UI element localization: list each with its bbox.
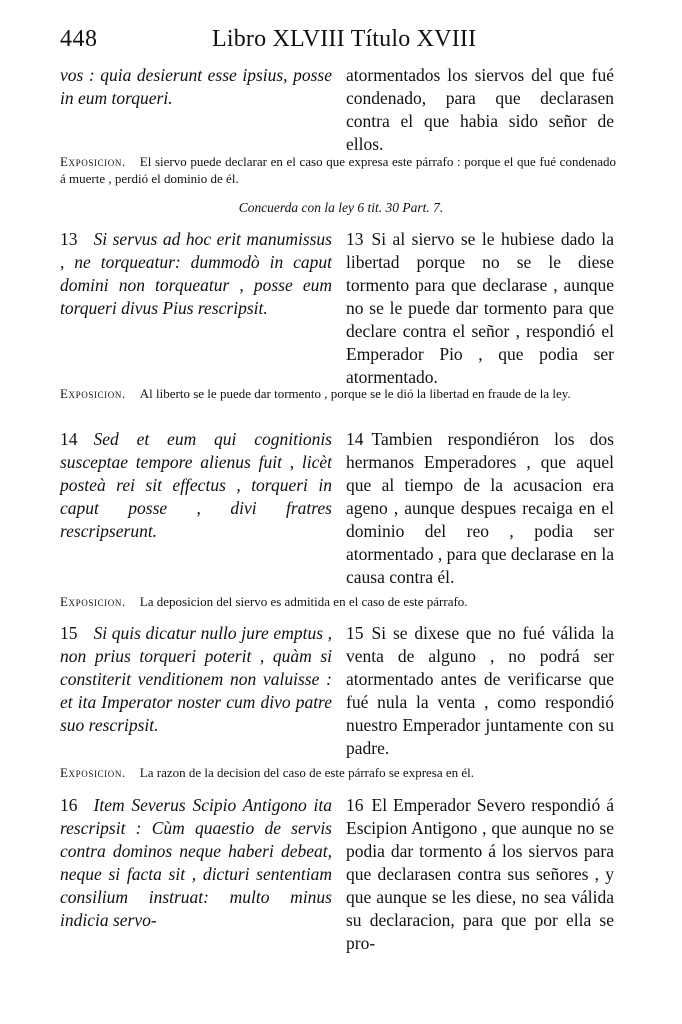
exposicion-text: Al liberto se le puede dar tormento , porque se le dió la libertad en fraude de la ley. xyxy=(139,386,571,401)
paragraph-number: 16 xyxy=(60,795,78,815)
spanish-text xyxy=(346,794,614,955)
exposicion-label: Exposicion. xyxy=(60,154,126,169)
exposicion-note xyxy=(60,764,616,781)
paragraph-number: 13 xyxy=(60,229,78,249)
exposicion-note xyxy=(60,385,616,402)
exposicion-label: Exposicion. xyxy=(60,386,126,401)
paragraph-number: 15 xyxy=(346,623,364,643)
paragraph-number: 16 xyxy=(346,795,364,815)
exposicion-note xyxy=(60,153,616,187)
spanish-text xyxy=(346,622,614,760)
latin-body: Si servus ad hoc erit manumissus , ne torqueatur: dummodò in caput domini non torqueatur , posse eum torqueri divus Pius rescripsit. xyxy=(60,229,332,318)
latin-text xyxy=(60,228,332,320)
latin-body: Item Severus Scipio Antigono ita rescripsit : Cùm quaestio de servis contra dominos neque haberi debeat, neque si facta sit , dicturi sententiam consilium instruat: multo minus indicia servo- xyxy=(60,795,332,930)
spanish-text xyxy=(346,428,614,589)
exposicion-text: La deposicion del siervo es admitida en el caso de este párrafo. xyxy=(139,594,468,609)
spanish-text xyxy=(346,228,614,389)
paragraph-number: 13 xyxy=(346,229,364,249)
spanish-body: Tambien respondiéron los dos hermanos Emperadores , que aquel que al tiempo de la acusacion era ageno , aunque despues recaiga en el dominio del reo , podia ser atormentado , para que declarase en la causa contra él. xyxy=(346,429,614,587)
paragraph-number: 14 xyxy=(60,429,78,449)
exposicion-text: El siervo puede declarar en el caso que expresa este párrafo : porque el que fué condenado á muerte , perdió el dominio de él. xyxy=(60,154,616,186)
paragraph-number: 14 xyxy=(346,429,364,449)
spanish-body: Si se dixese que no fué válida la venta de alguno , no podrá ser atormentado antes de verificarse que fué nula la venta , como respondió nuestro Emperador juntamente con su padre. xyxy=(346,623,614,758)
page-number: 448 xyxy=(60,26,98,52)
latin-body: Sed et eum qui cognitionis susceptae tempore alienus fuit , licèt posteà rei sit effectus , torqueri in caput posse , divi fratres rescripserunt. xyxy=(60,429,332,541)
latin-text xyxy=(60,622,332,737)
exposicion-label: Exposicion. xyxy=(60,594,126,609)
exposicion-label: Exposicion. xyxy=(60,765,126,780)
running-title: Libro XLVIII Título XVIII xyxy=(212,26,477,52)
paragraph-number: 15 xyxy=(60,623,78,643)
spanish-text: atormentados los siervos del que fué condenado, para que declarasen contra el que habia sido señor de ellos. xyxy=(346,65,614,154)
latin-text xyxy=(60,428,332,543)
exposicion-text: La razon de la decision del caso de este párrafo se expresa en él. xyxy=(139,765,475,780)
spanish-body: Si al siervo se le hubiese dado la libertad porque no se le diese tormento para que declarase , aunque no se le puede dar tormento para que declare contra el señor , respondió el Emperador Pio , que podia ser atormentado. xyxy=(346,229,614,387)
exposicion-note xyxy=(60,593,616,610)
concordance-note: Concuerda con la ley 6 tit. 30 Part. 7. xyxy=(238,200,444,215)
latin-text xyxy=(60,794,332,932)
latin-body: Si quis dicatur nullo jure emptus , non prius torqueri poterit , quàm si constiterit venditionem non valuisse : et ita Imperator noster cum divo patre suo rescripsit. xyxy=(60,623,332,735)
latin-text: vos : quia desierunt esse ipsius, posse in eum torqueri. xyxy=(60,65,332,108)
spanish-body: El Emperador Severo respondió á Escipion Antigono , que aunque no se podia dar tormento á los siervos para que declarasen contra sus señores , y que aunque se les diese, no sea válida su declaracion, para que por ella se pro- xyxy=(346,795,614,953)
page-header xyxy=(60,22,620,58)
